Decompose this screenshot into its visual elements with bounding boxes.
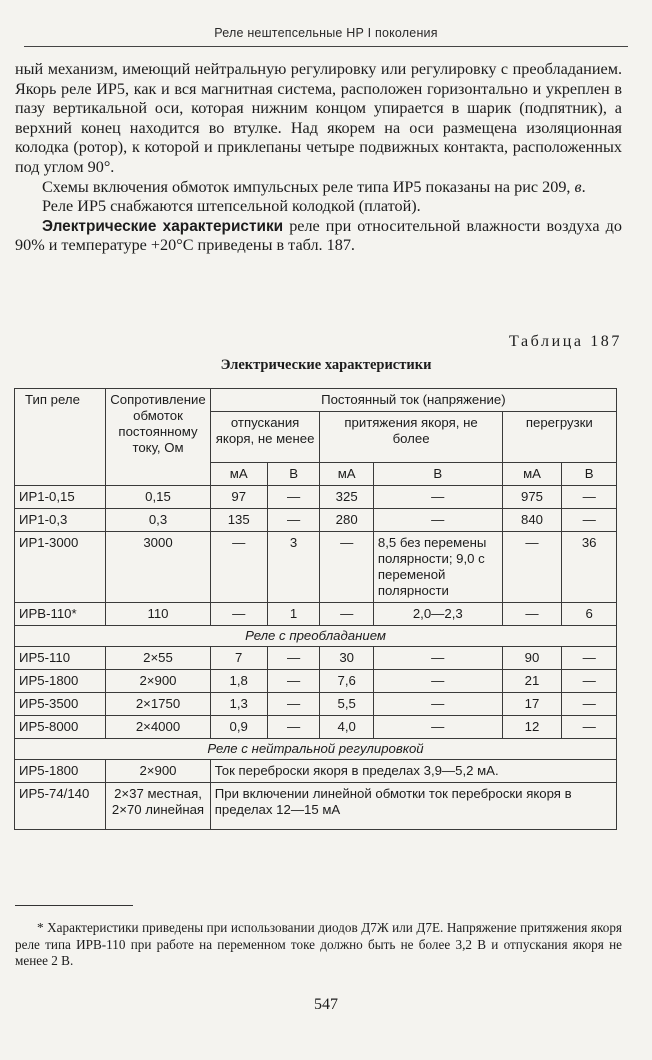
- header-overload-ma: мА: [502, 463, 562, 486]
- cell-attract-ma: —: [320, 532, 373, 603]
- cell-attract-v: 2,0—2,3: [373, 603, 502, 626]
- cell-type: ИР1-0,3: [15, 509, 106, 532]
- cell-overload-ma: 12: [502, 716, 562, 739]
- cell-release-v: 3: [267, 532, 320, 603]
- cell-type: ИР5-1800: [15, 670, 106, 693]
- cell-overload-v: —: [562, 647, 617, 670]
- cell-attract-v: —: [373, 670, 502, 693]
- cell-overload-ma: —: [502, 603, 562, 626]
- cell-type: ИР5-1800: [15, 760, 106, 783]
- cell-overload-ma: 90: [502, 647, 562, 670]
- footnote: * Характеристики приведены при использовании диодов Д7Ж или Д7Е. Напряжение притяжения якоря реле типа ИРВ-110 при работе на переменном токе должно быть не более 3,2 В и отпускания якоря не менее 2 В.: [15, 920, 622, 969]
- paragraph-4-text: реле при относительной влажности воздуха до 90% и температуре +20°С приведены в табл. 187.: [15, 216, 622, 255]
- cell-attract-ma: —: [320, 603, 373, 626]
- header-overload: перегрузки: [502, 412, 616, 463]
- header-resistance: Сопротивление обмоток постоянному току, Ом: [106, 389, 211, 486]
- cell-overload-ma: 21: [502, 670, 562, 693]
- table-row: [15, 532, 617, 603]
- cell-attract-v: —: [373, 647, 502, 670]
- header-release-v: В: [267, 463, 320, 486]
- cell-release-ma: 1,8: [210, 670, 267, 693]
- cell-resistance: 2×900: [106, 670, 211, 693]
- header-attract-ma: мА: [320, 463, 373, 486]
- page-number: 547: [314, 996, 338, 1013]
- cell-overload-ma: 17: [502, 693, 562, 716]
- cell-release-ma: 1,3: [210, 693, 267, 716]
- cell-release-v: —: [267, 486, 320, 509]
- characteristics-table: [14, 388, 617, 830]
- cell-resistance: 3000: [106, 532, 211, 603]
- paragraph-2-end: .: [581, 177, 586, 196]
- cell-overload-v: —: [562, 670, 617, 693]
- cell-overload-v: 36: [562, 532, 617, 603]
- cell-note: При включении линейной обмотки ток переброски якоря в пределах 12—15 мА: [210, 783, 616, 830]
- cell-attract-ma: 325: [320, 486, 373, 509]
- cell-type: ИР5-74/140: [15, 783, 106, 830]
- cell-overload-v: —: [562, 716, 617, 739]
- footnote-divider: [15, 905, 133, 906]
- cell-release-v: —: [267, 670, 320, 693]
- cell-overload-v: —: [562, 486, 617, 509]
- cell-resistance: 2×900: [106, 760, 211, 783]
- cell-attract-ma: 30: [320, 647, 373, 670]
- cell-release-ma: 0,9: [210, 716, 267, 739]
- section-row: [15, 626, 617, 647]
- table-row: [15, 670, 617, 693]
- cell-release-v: 1: [267, 603, 320, 626]
- cell-type: ИР1-0,15: [15, 486, 106, 509]
- cell-release-v: —: [267, 716, 320, 739]
- cell-release-v: —: [267, 509, 320, 532]
- section-title: Реле с преобладанием: [15, 626, 617, 647]
- table-row: [15, 647, 617, 670]
- table-title: Электрические характеристики: [220, 357, 432, 373]
- cell-attract-v: —: [373, 509, 502, 532]
- header-attract: притяжения якоря, не более: [320, 412, 502, 463]
- cell-release-ma: 135: [210, 509, 267, 532]
- cell-release-v: —: [267, 647, 320, 670]
- cell-release-v: —: [267, 693, 320, 716]
- table-row: [15, 760, 617, 783]
- cell-attract-v: —: [373, 486, 502, 509]
- table-row: [15, 486, 617, 509]
- running-header: Реле нештепсельные НР I поколения: [24, 26, 628, 47]
- header-type: Тип реле: [15, 389, 106, 486]
- paragraph-3: Реле ИР5 снабжаются штепсельной колодкой (платой).: [42, 197, 421, 216]
- cell-type: ИР5-110: [15, 647, 106, 670]
- cell-overload-ma: —: [502, 532, 562, 603]
- cell-release-ma: 7: [210, 647, 267, 670]
- header-row-1: [15, 389, 617, 412]
- bold-term: Электрические характеристики: [42, 217, 284, 235]
- cell-resistance: 0,15: [106, 486, 211, 509]
- cell-release-ma: —: [210, 603, 267, 626]
- cell-overload-ma: 840: [502, 509, 562, 532]
- cell-release-ma: 97: [210, 486, 267, 509]
- table-row: [15, 716, 617, 739]
- cell-attract-ma: 5,5: [320, 693, 373, 716]
- cell-attract-v: 8,5 без перемены полярности; 9,0 с переменой полярности: [373, 532, 502, 603]
- table-number: Таблица 187: [508, 333, 622, 350]
- cell-release-ma: —: [210, 532, 267, 603]
- cell-attract-ma: 7,6: [320, 670, 373, 693]
- cell-type: ИР5-8000: [15, 716, 106, 739]
- cell-attract-ma: 4,0: [320, 716, 373, 739]
- cell-attract-v: —: [373, 693, 502, 716]
- cell-overload-v: 6: [562, 603, 617, 626]
- header-dc: Постоянный ток (напряжение): [210, 389, 616, 412]
- cell-type: ИР1-3000: [15, 532, 106, 603]
- cell-resistance: 2×37 местная, 2×70 линейная: [106, 783, 211, 830]
- cell-type: ИРВ-110*: [15, 603, 106, 626]
- cell-overload-v: —: [562, 509, 617, 532]
- cell-note: Ток переброски якоря в пределах 3,9—5,2 мА.: [210, 760, 616, 783]
- paragraph-4: [15, 217, 622, 256]
- figure-ref-letter: в: [574, 177, 582, 196]
- header-overload-v: В: [562, 463, 617, 486]
- table-row: [15, 783, 617, 830]
- cell-resistance: 2×55: [106, 647, 211, 670]
- cell-overload-ma: 975: [502, 486, 562, 509]
- paragraph-1: ный механизм, имеющий нейтральную регулировку или регулировку с преобладанием. Якорь реле ИР5, как и вся магнитная система, расположен горизонтально и укреплен в пазу вертикальной оси, которая нижним концом упирается в шарик (подпятник), а верхний конец находится во втулке. Над якорем на оси размещена изоляционная колодка (ротор), к которой и приклепаны четыре подвижных контакта, расположенных под углом 90°.: [15, 60, 622, 176]
- header-release-ma: мА: [210, 463, 267, 486]
- cell-resistance: 0,3: [106, 509, 211, 532]
- section-row: [15, 739, 617, 760]
- cell-overload-v: —: [562, 693, 617, 716]
- body-text: [15, 60, 622, 256]
- section-title: Реле с нейтральной регулировкой: [15, 739, 617, 760]
- cell-resistance: 2×4000: [106, 716, 211, 739]
- cell-attract-ma: 280: [320, 509, 373, 532]
- cell-attract-v: —: [373, 716, 502, 739]
- header-release: отпускания якоря, не менее: [210, 412, 320, 463]
- cell-type: ИР5-3500: [15, 693, 106, 716]
- cell-resistance: 110: [106, 603, 211, 626]
- table-row: [15, 603, 617, 626]
- table-row: [15, 693, 617, 716]
- cell-resistance: 2×1750: [106, 693, 211, 716]
- paragraph-2-text: Схемы включения обмоток импульсных реле типа ИР5 показаны на рис 209,: [42, 177, 575, 196]
- table-row: [15, 509, 617, 532]
- header-attract-v: В: [373, 463, 502, 486]
- paragraph-2: [15, 178, 622, 198]
